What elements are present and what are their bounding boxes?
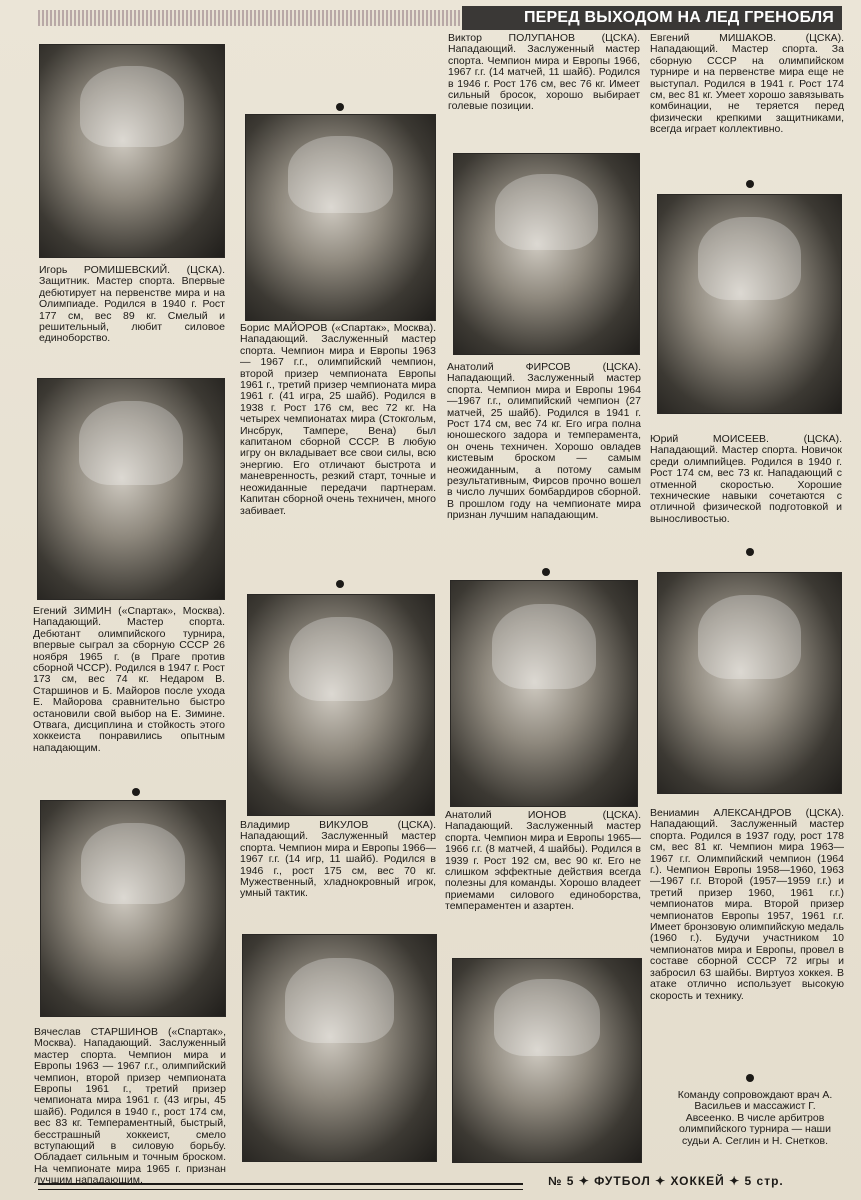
- separator-dot: [746, 548, 754, 556]
- header-decorative-band: [38, 10, 460, 26]
- player-photo-aleksandrov: [657, 572, 842, 794]
- separator-dot: [746, 1074, 754, 1082]
- player-bio-zimin: Егений ЗИМИН («Спартак», Москва). Нападающий. Мастер спорта. Дебютант олимпийского турнира, впервые сыграл за сборную СССР 26 ноября 1965 г. (в Праге против сборной ЧССР). Родился в 1947 г. Рост 173 см, вес 74 кг. Недаром В. Старшинов и Б. Майоров после ухода Е. Майорова сравнительно быстро остановили свой выбор на Е. Зимине. Отвага, дисциплина и стойкость этого хоккеиста понравились опытным нападающим.: [33, 605, 225, 754]
- player-bio-moiseev: Юрий МОИСЕЕВ. (ЦСКА). Нападающий. Мастер спорта. Новичок среди олимпийцев. Родился в 1940 г. Рост 174 см, вес 73 кг. Нападающий с отменной скоростью. Хорошие технические навыки сочетаются с отличной физической подготовкой и выносливостью.: [650, 433, 842, 525]
- player-photo-ionov: [450, 580, 638, 807]
- player-bio-polupanov: Виктор ПОЛУПАНОВ (ЦСКА). Нападающий. Заслуженный мастер спорта. Чемпион мира и Европы 1966, 1967 г.г. (14 матчей, 11 шайб). Родился в 1946 г. Рост 176 см, вес 76 кг. Имеет сильный бросок, хорошо выбирает голевые позиции.: [448, 32, 640, 113]
- page-footer: № 5 ✦ ФУТБОЛ ✦ ХОККЕЙ ✦ 5 стр.: [548, 1174, 784, 1188]
- player-photo-firsov: [453, 153, 640, 355]
- player-bio-mishakov: Евгений МИШАКОВ. (ЦСКА). Нападающий. Мастер спорта. За сборную СССР на олимпийском турнире и на первенстве мира еще не выступал. Родился в 1941 г. Рост 174 см, вес 81 кг. Умеет хорошо завязывать комбинации, не теряется перед физически крепкими защитниками, всегда играет коллективно.: [650, 32, 844, 136]
- player-photo-mayorov: [245, 114, 436, 321]
- separator-dot: [746, 180, 754, 188]
- player-bio-ionov: Анатолий ИОНОВ (ЦСКА). Нападающий. Заслуженный мастер спорта. Чемпион мира и Европы 1965—1966 г.г. (8 матчей, 4 шайбы). Родился в 1939 г. Рост 192 см, вес 90 кг. Его не слишком эффектные действия всегда полезны для команды. Хорошо владеет приемами силового единоборства, темпераментен и азартен.: [445, 809, 641, 913]
- player-bio-mayorov: Борис МАЙОРОВ («Спартак», Москва). Нападающий. Заслуженный мастер спорта. Чемпион мира и Европы 1963 — 1967 г.г., олимпийский чемпион, второй призер чемпионата Европы 1961 г., третий призер чемпионата мира 1961 г. (41 игра, 25 шайб). Родился в 1938 г. Рост 176 см, вес 72 кг. На четырех чемпионатах мира (Стокгольм, Инсбрук, Тампере, Вена) был капитаном сборной СССР. В любую игру он вкладывает все свои силы, всю энергию. Его отличают быстрота и маневренность, резкий старт, точные и неожиданные передачи партнерам. Капитан сборной очень техничен, много забивает.: [240, 322, 436, 517]
- player-photo-romishevsky: [39, 44, 225, 258]
- separator-dot: [336, 580, 344, 588]
- player-photo-starshinov: [40, 800, 226, 1017]
- closing-note: Команду сопровождают врач А. Васильев и массажист Г. Авсеенко. В числе арбитров олимпийского турнира — наши судьи А. Сеглин и Н. Снетков.: [677, 1089, 833, 1147]
- footer-rule: [38, 1183, 523, 1190]
- player-photo-column2-bottom: [242, 934, 437, 1162]
- separator-dot: [542, 568, 550, 576]
- player-bio-vikulov: Владимир ВИКУЛОВ (ЦСКА). Нападающий. Заслуженный мастер спорта. Чемпион мира и Европы 1966—1967 г.г. (14 игр, 11 шайб). Родился в 1946 г., рост 175 см, вес 70 кг. Мужественный, хладнокровный игрок, умный тактик.: [240, 819, 436, 900]
- player-photo-zimin: [37, 378, 225, 600]
- player-photo-column3-bottom: [452, 958, 642, 1163]
- player-photo-vikulov: [247, 594, 435, 816]
- separator-dot: [132, 788, 140, 796]
- player-photo-moiseev: [657, 194, 842, 414]
- player-bio-romishevsky: Игорь РОМИШЕВСКИЙ. (ЦСКА). Защитник. Мастер спорта. Впервые дебютирует на первенстве мира и на Олимпиаде. Родился в 1940 г. Рост 177 см, вес 89 кг. Смелый и решительный, любит силовое единоборство.: [39, 264, 225, 345]
- page-title: ПЕРЕД ВЫХОДОМ НА ЛЕД ГРЕНОБЛЯ: [462, 6, 842, 30]
- player-bio-aleksandrov: Вениамин АЛЕКСАНДРОВ (ЦСКА). Нападающий. Заслуженный мастер спорта. Родился в 1937 году, рост 178 см, вес 81 кг. Чемпион мира 1963—1967 г.г. Олимпийский чемпион (1964 г.). Чемпион Европы 1958—1960, 1963—1967 г.г. Второй (1957—1959 г.г.) и третий призер 1960, 1961 г.г.) чемпионатов мира. Второй призер чемпионатов Европы 1957, 1961 г.г. Имеет бронзовую олимпийскую медаль (1960 г.). Будучи участником 10 чемпионатов мира и Европы, провел в составе сборной СССР 72 игры и забросил 63 шайбы. Виртуоз хоккея. В атаке отлично использует высокую скорость и технику.: [650, 807, 844, 1002]
- player-bio-firsov: Анатолий ФИРСОВ (ЦСКА). Нападающий. Заслуженный мастер спорта. Чемпион мира и Европы 1964—1967 г.г., олимпийский чемпион (27 матчей, 25 шайб). Родился в 1941 г. Рост 174 см, вес 74 кг. Его игра полна юношеского задора и темперамента, он очень техничен. Хорошо овладев кистевым броском — самым неожиданным, а потому самым результативным, Фирсов прочно вошел в число лучших бомбардиров сборной. В прошлом году на чемпионате мира признан лучшим нападающим.: [447, 361, 641, 522]
- separator-dot: [336, 103, 344, 111]
- player-bio-starshinov: Вячеслав СТАРШИНОВ («Спартак», Москва). Нападающий. Заслуженный мастер спорта. Чемпион мира и Европы 1963 — 1967 г.г., олимпийский чемпион, второй призер чемпионата Европы 1961 г., третий призер чемпионата мира 1961 г. (43 игры, 45 шайб). Родился в 1940 г., рост 174 см, вес 83 кг. Темпераментный, быстрый, бесстрашный хоккеист, смело вступающий в силовую борьбу. Обладает сильным и точным броском. На чемпионате мира 1965 г. признан лучшим нападающим.: [34, 1026, 226, 1187]
